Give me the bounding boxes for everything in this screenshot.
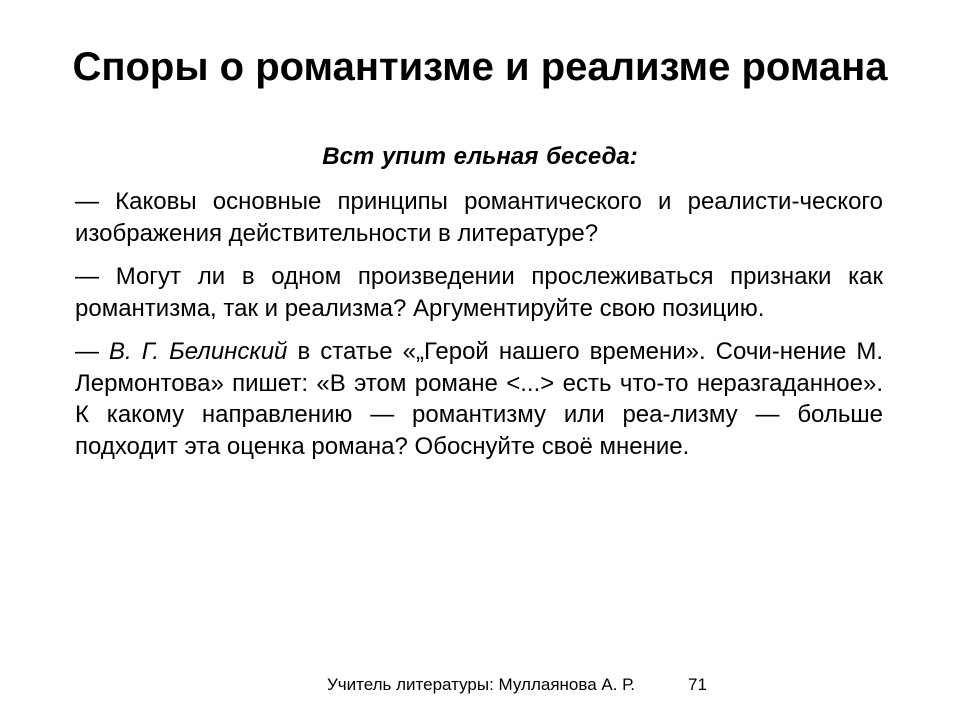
footer-author: Учитель литературы: Муллаянова А. Р. [327, 675, 636, 694]
slide-title: Споры о романтизме и реализме романа [72, 45, 888, 89]
question-3-lead: — [75, 338, 110, 365]
page-number: 71 [688, 675, 707, 694]
question-2: — Могут ли в одном произведении прослеживаться признаки как романтизма, так и реализма? Аргументируйте свою позицию. [75, 263, 883, 322]
question-1: — Каковы основные принципы романтического и реалисти-ческого изображения действительности в литературе? [75, 188, 883, 247]
slide-subtitle: Вст упит ельная беседа: [322, 143, 638, 170]
question-3-text: в статье «„Герой нашего времени». Сочи-нение М. Лермонтова» пишет: «В этом романе <...> есть что-то неразгаданное». К какому направлению — романтизму или реа-лизму — больше подходит эта оценка романа? Обоснуйте своё мнение. [75, 338, 884, 460]
question-3 [75, 336, 883, 462]
slide-body [75, 186, 883, 474]
author-name: В. Г. Белинский [109, 338, 288, 365]
